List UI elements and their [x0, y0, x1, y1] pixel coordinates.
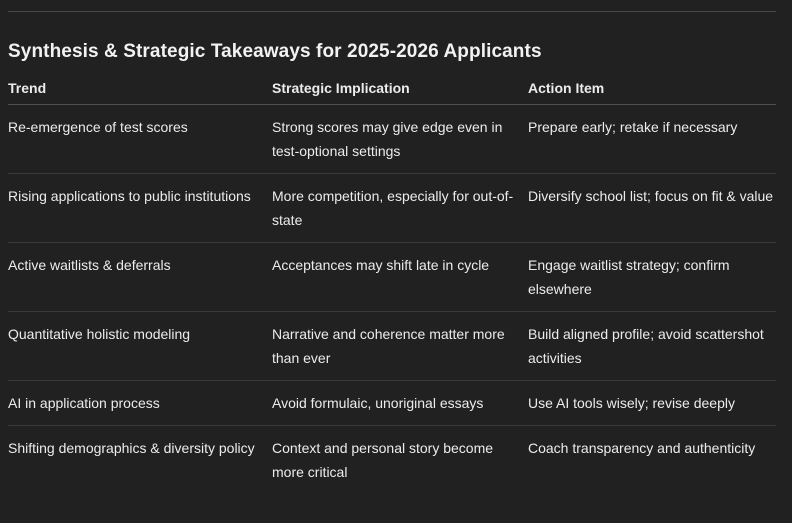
top-divider [8, 11, 776, 12]
table-row [8, 381, 776, 426]
trend-cell: Rising applications to public institutions [8, 188, 251, 204]
implication-cell: Acceptances may shift late in cycle [272, 257, 490, 273]
table-row [8, 105, 776, 174]
implication-cell: Context and personal story become more critical [272, 440, 494, 480]
implication-cell: Strong scores may give edge even in test-optional settings [272, 119, 503, 159]
implication-cell: More competition, especially for out-of-state [272, 188, 514, 228]
table-row [8, 243, 776, 312]
action-cell: Prepare early; retake if necessary [528, 119, 738, 135]
trend-cell: Re-emergence of test scores [8, 119, 188, 135]
table-header-row [8, 76, 776, 105]
takeaways-table [8, 76, 776, 494]
action-cell: Diversify school list; focus on fit & value [528, 188, 774, 204]
trend-cell: Quantitative holistic modeling [8, 326, 191, 342]
trend-cell: AI in application process [8, 395, 160, 411]
trend-cell: Shifting demographics & diversity policy [8, 440, 255, 456]
table-row [8, 426, 776, 494]
table-row [8, 174, 776, 243]
implication-cell: Narrative and coherence matter more than ever [272, 326, 505, 366]
trend-cell: Active waitlists & deferrals [8, 257, 171, 273]
implication-cell: Avoid formulaic, unoriginal essays [272, 395, 484, 411]
action-cell: Coach transparency and authenticity [528, 440, 756, 456]
column-header-implication: Strategic Implication [272, 80, 410, 96]
action-cell: Use AI tools wisely; revise deeply [528, 395, 735, 411]
table-row [8, 312, 776, 381]
action-cell: Engage waitlist strategy; confirm elsewhere [528, 257, 730, 297]
action-cell: Build aligned profile; avoid scattershot activities [528, 326, 764, 366]
column-header-action: Action Item [528, 80, 605, 96]
section-title: Synthesis & Strategic Takeaways for 2025-2026 Applicants [8, 41, 542, 62]
column-header-trend: Trend [8, 80, 47, 96]
